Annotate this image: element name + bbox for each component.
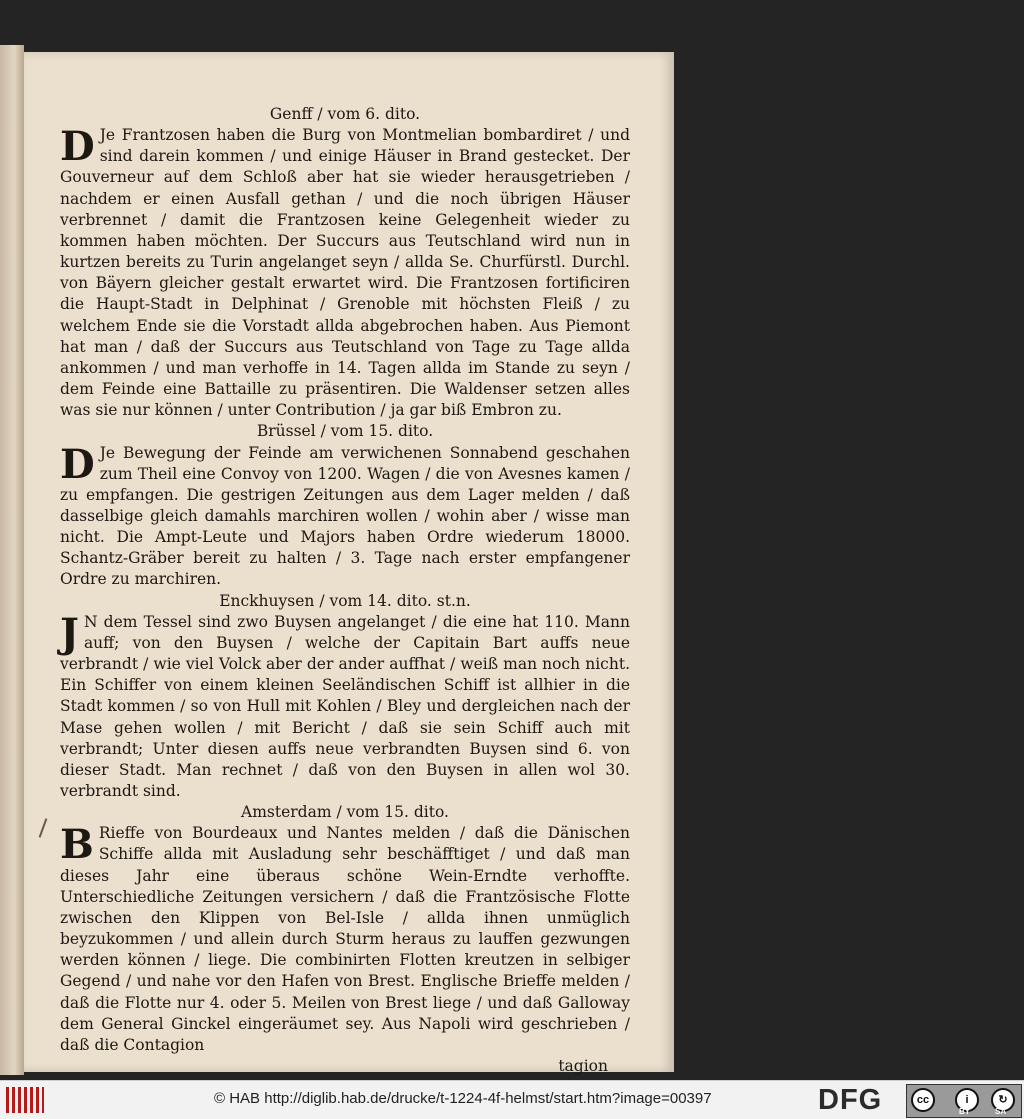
catchword: tagion bbox=[558, 1057, 608, 1076]
cc-icon: cc bbox=[911, 1088, 935, 1112]
library-logo-icon bbox=[6, 1087, 44, 1113]
book-page bbox=[24, 52, 674, 1076]
drop-cap: J bbox=[60, 609, 79, 657]
section-heading: Brüssel / vom 15. dito. bbox=[256, 422, 434, 441]
section-heading: Genff / vom 6. dito. bbox=[269, 105, 421, 123]
section-paragraph bbox=[60, 440, 630, 591]
section-paragraph bbox=[60, 609, 630, 802]
copyright-link[interactable]: © HAB http://diglib.hab.de/drucke/t-1224-4f-helmst/start.htm?image=00397 bbox=[214, 1090, 712, 1107]
section-paragraph bbox=[60, 823, 630, 1056]
dfg-logo[interactable]: DFG bbox=[818, 1084, 883, 1116]
page-text bbox=[60, 104, 630, 1077]
section-paragraph bbox=[60, 125, 630, 421]
viewer-footer bbox=[0, 1080, 1024, 1119]
section-heading: Enckhuysen / vom 14. dito. st.n. bbox=[219, 591, 471, 610]
paragraph-text: Je Bewegung der Feinde am verwichenen Sonnabend geschahen zum Theil eine Convoy von 1200. Wagen / die von Avesnes kamen / zu empfangen. Die gestrigen Zeitungen aus dem Lager melden / daß dasselbige gleich damahls marchiren wollen / wohin aber / wisse man nicht. Die Ampt-Leute und Majors haben Ordre wiederum 18000. Schantz-Gräber bereit zu halten / 3. Tage nach erster empfangener Ordre zu marchiren. bbox=[60, 443, 630, 589]
paragraph-text: Rieffe von Bourdeaux und Nantes melden / daß die Dänischen Schiffe allda mit Ausladung sehr beschäfftiget / und daß man dieses Jahr eine überaus schöne Wein-Erndte verhoffte. Unterschiedliche Zeitungen versichern / daß die Frantzösische Flotte zwischen den Klippen von Bel-Isle / allda ihnen unmüglich beyzukommen / und allein durch Sturm heraus zu lauffen gezwungen werden können / liege. Die combinirten Flotten kreutzen in selbiger Gegend / und nahe vor den Hafen von Brest. Englische Brieffe melden / daß die Flotte nur 4. oder 5. Meilen von Brest liege / und daß Galloway dem General Ginckel eingeräumet sey. Aus Napoli wird geschrieben / daß die Contagion bbox=[60, 824, 630, 1054]
license-badge[interactable] bbox=[906, 1084, 1022, 1118]
paragraph-text: Je Frantzosen haben die Burg von Montmelian bombardiret / und sind darein kommen / und einige Häuser in Brand gestecket. Der Gouverneur auf dem Schloß aber hat sie wieder herausgetrieben / nachdem er einen Ausfall gethan / und die noch übrigen Häuser verbrennet / damit die Frantzosen keine Gelegenheit wieder zu kommen haben möchten. Der Succurs aus Teutschland wird nun in kurtzen bereits zu Turin angelanget seyn / allda Se. Churfürstl. Durchl. von Bäyern gleicher gestalt erwartet wird. Die Frantzosen fortificiren die Haupt-Stadt in Delphinat / Grenoble mit höchsten Fleiß / zu welchem Ende sie die Vorstadt allda abgebrochen haben. Aus Piemont hat man / daß der Succurs aus Teutschland von Tage zu Tage allda ankommen / und man verhoffe in 14. Tagen allda im Stande zu seyn / dem Feinde eine Battaille zu präsentiren. Die Waldenser setzen alles was sie nur können / unter Contribution / ja gar biß Embron zu. bbox=[60, 126, 630, 420]
drop-cap: D bbox=[60, 123, 95, 171]
paragraph-text: N dem Tessel sind zwo Buysen angelanget / die eine hat 110. Mann auff; von den Buysen / welche der Capitain Bart auffs neue verbrandt / wie viel Volck aber der ander auffhat / weiß man noch nicht. Ein Schiffer von einem kleinen Seeländischen Schiff ist allhier in die Stadt kommen / so von Hull mit Kohlen / Bley und dergleichen nach der Mase gehen wollen / mit Bericht / daß sie sein Schiff auch mit verbrandt; Unter diesen auffs neue verbrandten Buysen sind 6. von dieser Stadt. Man rechnet / daß von den Buysen in allen wol 30. verbrandt sind. bbox=[60, 612, 630, 800]
by-icon: i bbox=[955, 1088, 979, 1112]
section-heading: Amsterdam / vom 15. dito. bbox=[241, 803, 449, 822]
by-label: BY bbox=[959, 1107, 971, 1116]
drop-cap: B bbox=[60, 821, 94, 869]
facing-page-edge bbox=[0, 45, 24, 1075]
sa-label: SA bbox=[995, 1107, 1007, 1116]
drop-cap: D bbox=[60, 440, 95, 488]
sa-icon: ↻ bbox=[991, 1088, 1015, 1112]
